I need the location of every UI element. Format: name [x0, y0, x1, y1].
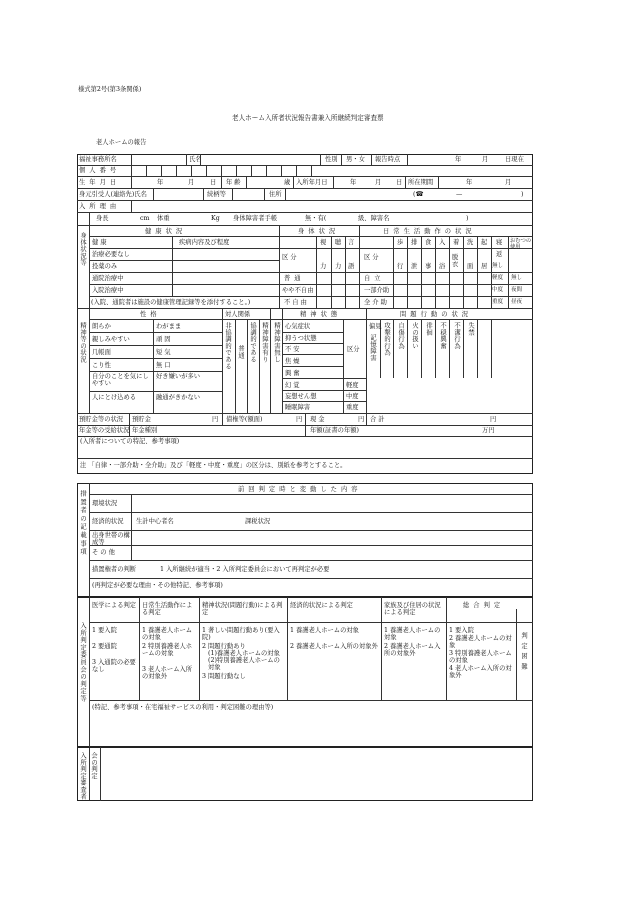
report-time-label: 報告時点: [375, 156, 401, 163]
name-label: 氏名: [189, 156, 202, 163]
decision-label: 措置権者の判断: [92, 566, 137, 573]
form-number: 様式第2号(第3条関係): [78, 86, 142, 93]
address-label: 住所: [269, 191, 282, 198]
page-title: 老人ホーム入所者状況報告書兼入所継続判定審査票: [232, 114, 384, 122]
age-label: 年 齢: [226, 179, 241, 186]
subtitle: 老人ホームの報告: [96, 139, 147, 146]
note-text: 注 「自律・一部介助・全介助」及び「軽度・中度・重度」の区分は、別紙を参考とすること。: [80, 462, 347, 469]
sex-value: 男・女: [346, 156, 365, 163]
relation-label: 続柄等: [207, 191, 226, 198]
admission-reason-label: 入 所 理 由: [79, 203, 118, 210]
admission-date-label: 入所年月日: [296, 179, 328, 186]
guarantor-label: 身元引受人(連絡先)氏名: [79, 191, 147, 198]
examiner-table: [77, 747, 533, 801]
issuer-side-label: 措置者の記載事項: [79, 490, 86, 557]
birthdate-label: 生 年 月 日: [79, 179, 118, 186]
personal-number-label: 個 人 番 号: [79, 167, 118, 174]
mental-side-label: 精神等の状況: [79, 322, 86, 363]
savings-status-label: 預貯金等の状況: [79, 416, 124, 423]
committee-side-label: 入所判定委員会の判定等: [79, 622, 86, 703]
pension-status-label: 年金等の受給状況: [79, 427, 130, 434]
decision-text: 1 入所継続が適当・2 入所判定委員会において再判定が必要: [160, 566, 330, 573]
residence-period-label: 所在期間: [408, 179, 434, 186]
judgement-table: [77, 483, 533, 597]
welfare-office-label: 福祉事務所名: [79, 156, 117, 163]
examiner-side-label: 入所判定審査者: [79, 752, 86, 800]
physical-side-label: 身体状況等: [79, 232, 86, 266]
sex-label: 性別: [325, 156, 338, 163]
